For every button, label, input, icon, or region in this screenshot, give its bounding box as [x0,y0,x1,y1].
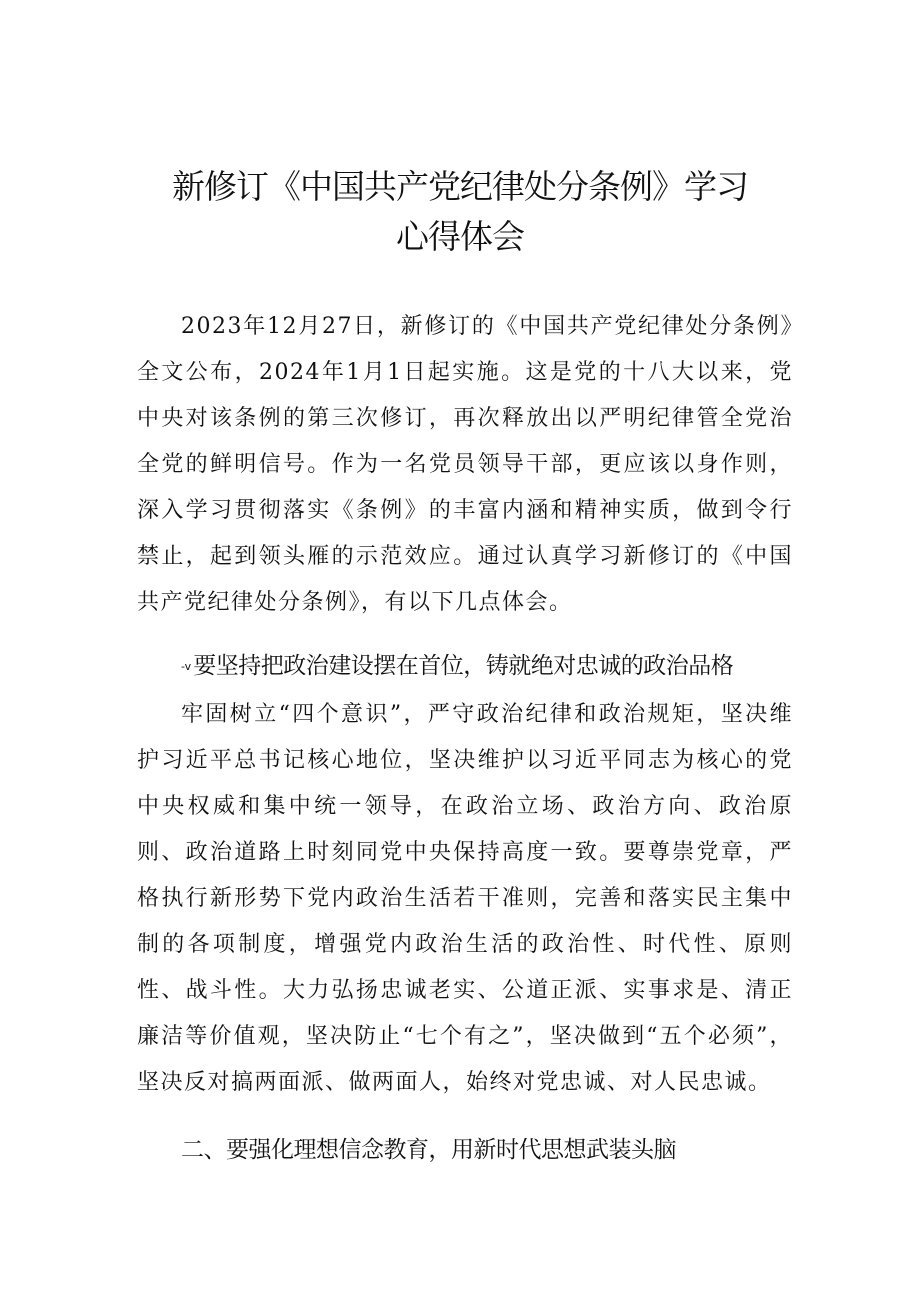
title-line-1: 新修订《中国共产党纪律处分条例》学习 [172,167,748,206]
section-heading-2: 二、要强化理想信念教育，用新时代思想武装头脑 [181,1137,676,1163]
title-line-2: 心得体会 [396,217,524,256]
document-title [110,162,810,262]
heading-1-text: 要坚持把政治建设摆在首位，铸就绝对忠诚的政治品格 [193,653,734,679]
section-1-paragraph: 牢固树立“四个意识”，严守政治纪律和政治规矩，坚决维护习近平总书记核心地位，坚决维护以习近平同志为核心的党中央权威和集中统一领导，在政治立场、政治方向、政治原则、政治道路上时刻同党中央保持高度一致。要尊崇党章，严格执行新形势下党内政治生活若干准则，完善和落实民主集中制的各项制度，增强党内政治生活的政治性、时代性、原则性、战斗性。大力弘扬忠诚老实、公道正派、实事求是、清正廉洁等价值观，坚决防止“七个有之”，坚决做到“五个必须”，坚决反对搞两面派、做两面人，始终对党忠诚、对人民忠诚。 [137,702,793,1095]
intro-paragraph: 2023年12月27日，新修订的《中国共产党纪律处分条例》全文公布，2024年1月1日起实施。这是党的十八大以来，党中央对该条例的第三次修订，再次释放出以严明纪律管全党治全党的鲜明信号。作为一名党员领导干部，更应该以身作则，深入学习贯彻落实《条例》的丰富内涵和精神实质，做到令行禁止，起到领头雁的示范效应。通过认真学习新修订的《中国共产党纪律处分条例》，有以下几点体会。 [137,314,793,615]
heading-1-mark: -v [181,659,192,673]
section-heading-1 [181,646,733,687]
